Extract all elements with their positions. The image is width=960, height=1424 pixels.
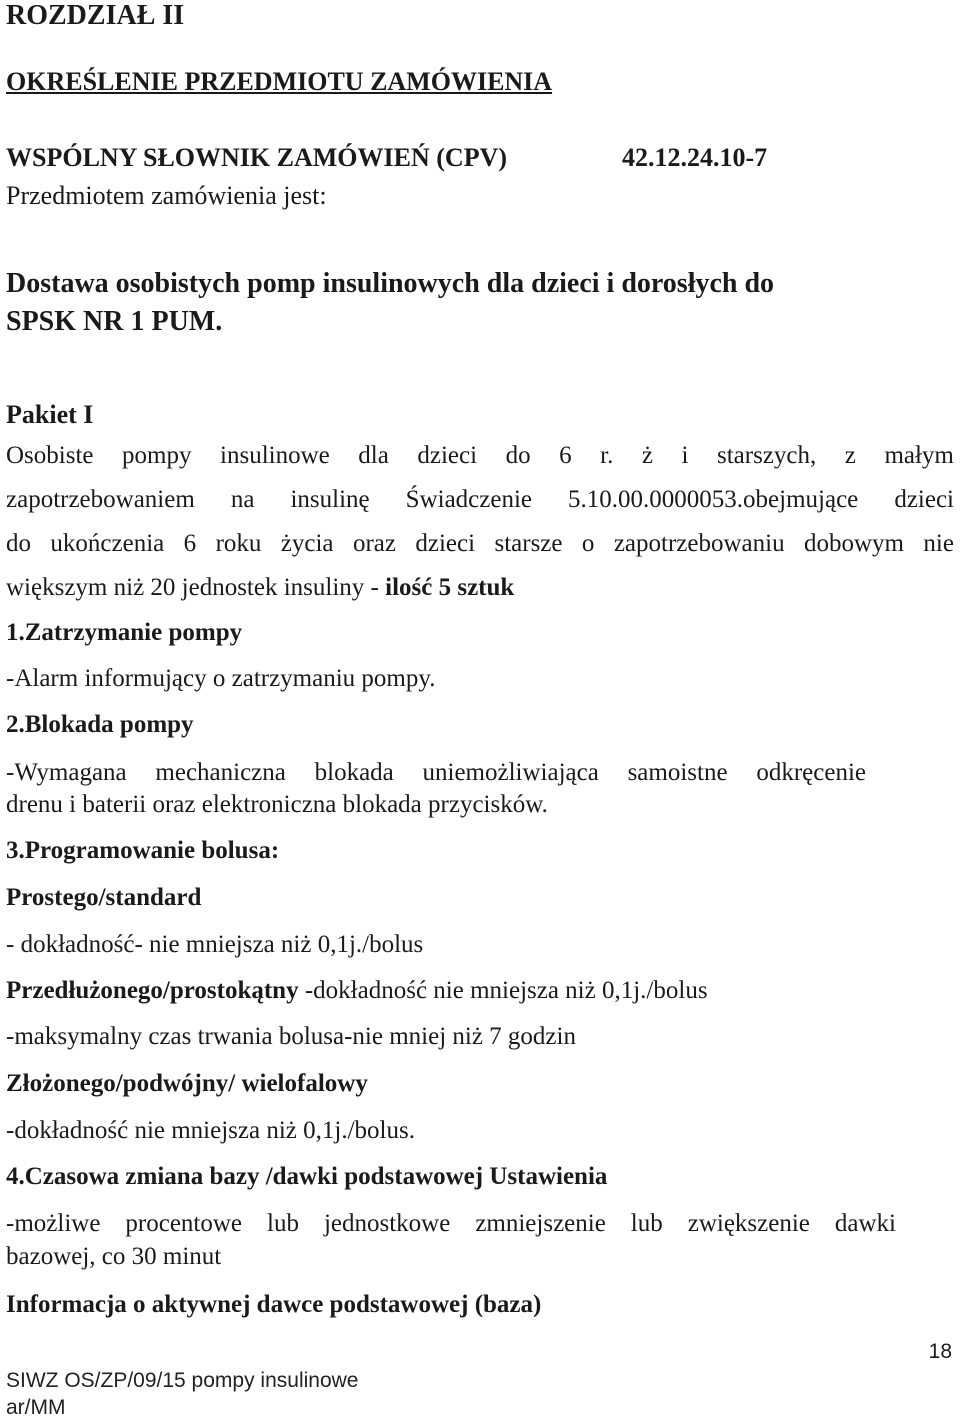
word: dzieci [417,442,478,469]
word: ukończenia [50,530,165,557]
section2-title: 2.Blokada pompy [6,711,194,738]
section5-title: Informacja o aktywnej dawce podstawowej (baza) [6,1291,542,1318]
word: procentowe [125,1210,243,1237]
word: zapotrzebowaniu [613,530,785,557]
order-title-line1: Dostawa osobistych pomp insulinowych dla dzieci i dorosłych do [6,268,775,299]
package-desc-line4 [6,574,514,602]
word: o [581,530,595,557]
section1-title: 1.Zatrzymanie pompy [6,619,243,646]
section1-text: -Alarm informujący o zatrzymaniu pompy. [6,665,436,692]
word: dawki [834,1210,896,1237]
word: do [505,442,531,469]
word: r. [600,442,614,469]
package-desc-line2 [6,486,954,514]
word: dzieci [894,486,954,513]
word: na [230,486,255,513]
package-quantity: ilość 5 sztuk [385,574,515,601]
package-desc-text: większym niż 20 jednostek insuliny - [6,574,386,601]
section3-sub2-line [6,977,708,1005]
package-desc-line3 [6,530,954,558]
chapter-heading: ROZDZIAŁ II [6,0,185,31]
page-number: 18 [928,1340,952,1363]
word: lub [267,1210,299,1237]
word: i [681,442,689,469]
word: insulinowe [220,442,330,469]
section3-sub3-text: -dokładność nie mniejsza niż 0,1j./bolus. [6,1117,415,1144]
word: 5.10.00.0000053.obejmujące [568,486,859,513]
section3-sub2-title: Przedłużonego/prostokątny [6,977,299,1004]
section3-title: 3.Programowanie bolusa: [6,837,280,864]
section3-sub2-text2: -maksymalny czas trwania bolusa-nie mniej niż 7 godzin [6,1023,576,1050]
section2-text-line2: drenu i baterii oraz elektroniczna blokada przycisków. [6,791,548,818]
word: blokada [314,759,394,786]
section3-sub2-text: -dokładność nie mniejsza niż 0,1j./bolus [298,977,708,1004]
intro-text: Przedmiotem zamówienia jest: [6,181,327,210]
section3-sub3-title: Złożonego/podwójny/ wielofalowy [6,1070,368,1097]
word: starsze [494,530,563,557]
word: zmniejszenie [475,1210,606,1237]
word: -Wymagana [6,759,127,786]
word: roku [215,530,262,557]
word: jednostkowe [323,1210,451,1237]
word: zwiększenie [687,1210,810,1237]
cpv-label: WSPÓLNY SŁOWNIK ZAMÓWIEŃ (CPV) [6,143,508,172]
word: starszych, [716,442,817,469]
word: lub [630,1210,663,1237]
word: małym [884,442,954,469]
word: życia [280,530,334,557]
word: pompy [122,442,192,469]
subject-heading: OKREŚLENIE PRZEDMIOTU ZAMÓWIENIA [6,67,553,96]
word: zapotrzebowaniem [6,486,195,513]
word: ż [641,442,653,469]
order-title-line2: SPSK NR 1 PUM. [6,306,223,337]
footer-line1: SIWZ OS/ZP/09/15 pompy insulinowe [6,1369,359,1392]
word: Świadczenie [405,486,533,513]
word: dzieci [415,530,476,557]
section3-sub1-title: Prostego/standard [6,884,202,911]
word: samoistne [627,759,728,786]
word: 6 [183,530,197,557]
word: -możliwe [6,1210,101,1237]
section4-text-line2: bazowej, co 30 minut [6,1243,222,1270]
section4-title: 4.Czasowa zmiana bazy /dawki podstawowej Ustawienia [6,1163,608,1190]
footer-line2: ar/MM [6,1396,66,1419]
word: uniemożliwiająca [422,759,599,786]
word: mechaniczna [155,759,286,786]
word: do [6,530,31,557]
cpv-code: 42.12.24.10-7 [622,143,768,172]
word: dla [358,442,389,469]
package-desc-line1 [6,442,954,470]
word: dobowym [803,530,904,557]
word: odkręcenie [756,759,866,786]
word: 6 [559,442,572,469]
word: insulinę [290,486,370,513]
section2-text-line1 [6,759,866,787]
word: z [844,442,856,469]
section3-sub1-text: - dokładność- nie mniejsza niż 0,1j./bolus [6,931,424,958]
word: Osobiste [6,442,94,469]
section4-text-line1 [6,1210,896,1238]
word: nie [923,530,954,557]
word: oraz [352,530,396,557]
package-name: Pakiet I [6,400,94,429]
